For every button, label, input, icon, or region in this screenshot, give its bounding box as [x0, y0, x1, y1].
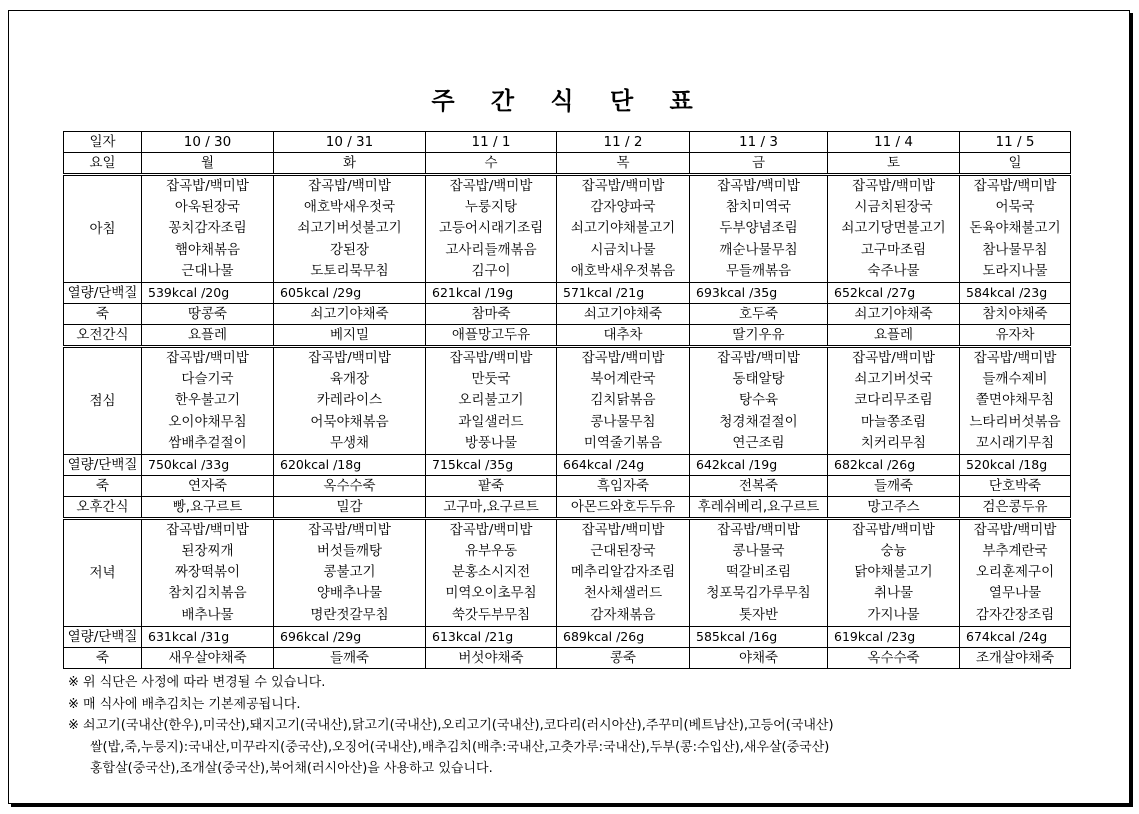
porridge-cell: 연자죽 — [142, 475, 274, 496]
dinner-item: 쑥갓두부무침 — [451, 606, 531, 623]
lunch-cell — [960, 346, 1071, 454]
breakfast-item: 도토리묵무침 — [310, 262, 389, 279]
porridge-cell: 단호박죽 — [960, 475, 1071, 496]
breakfast-cell — [426, 175, 557, 283]
dinner-porridge-row — [64, 647, 1071, 668]
nutrition-cell: 696kcal /29g — [274, 626, 426, 647]
lunch-item: 오이야채무침 — [168, 413, 247, 430]
breakfast-item: 잡곡밥/백미밥 — [973, 178, 1057, 194]
dinner-item: 톳자반 — [738, 606, 779, 623]
porridge-cell: 들깨죽 — [274, 647, 426, 668]
breakfast-row — [64, 175, 1071, 283]
lunch-item: 잡곡밥/백미밥 — [449, 349, 533, 366]
date-cell: 10 / 31 — [274, 132, 426, 153]
weekday-cell: 일 — [960, 153, 1071, 175]
snack-cell: 밀감 — [274, 496, 426, 518]
snack-cell: 요플레 — [828, 324, 960, 346]
weekday-cell: 월 — [142, 153, 274, 175]
breakfast-item: 깨순나물무침 — [719, 241, 798, 258]
breakfast-item: 쇠고기야채불고기 — [570, 220, 676, 237]
lunch-item: 오리불고기 — [458, 392, 524, 409]
breakfast-cell — [960, 175, 1071, 283]
breakfast-item: 참나물무침 — [982, 241, 1048, 258]
nutrition-cell: 652kcal /27g — [828, 282, 960, 303]
porridge-cell: 야채죽 — [690, 647, 828, 668]
weekday-row — [64, 153, 1071, 175]
dinner-item: 잡곡밥/백미밥 — [308, 521, 391, 538]
nutrition-cell: 520kcal /18g — [960, 454, 1071, 475]
lunch-item: 청경채겉절이 — [719, 413, 798, 430]
dinner-item: 부추계란국 — [982, 543, 1048, 560]
dinner-item: 취나물 — [873, 585, 914, 602]
lunch-item: 연근조림 — [732, 434, 785, 451]
note-origin-3: 홍합살(중국산),조개살(중국산),북어채(러시아산)을 사용하고 있습니다. — [90, 761, 493, 776]
porridge-cell: 버섯야채죽 — [426, 647, 557, 668]
note-kimchi: ※ 매 식사에 배추김치는 기본제공됩니다. — [68, 696, 301, 712]
snack-cell: 빵,요구르트 — [142, 496, 274, 518]
snack-cell: 대추차 — [557, 324, 690, 346]
page-title: 주 간 식 단 표 — [431, 87, 707, 115]
breakfast-cell — [142, 175, 274, 283]
lunch-item: 잡곡밥/백미밥 — [581, 349, 665, 366]
lunch-item: 잡곡밥/백미밥 — [973, 349, 1057, 366]
weekday-cell: 수 — [426, 153, 557, 175]
lunch-item: 꼬시래기무침 — [975, 434, 1055, 451]
weekday-cell: 목 — [557, 153, 690, 175]
porridge-cell: 조개살야채죽 — [960, 647, 1071, 668]
breakfast-item: 시금치된장국 — [854, 199, 933, 216]
porridge-cell: 참마죽 — [426, 303, 557, 324]
lunch-item: 만둣국 — [471, 371, 511, 388]
breakfast-item: 무들깨볶음 — [725, 262, 792, 279]
breakfast-item: 쇠고기버섯불고기 — [297, 220, 402, 237]
dinner-item: 분홍소시지전 — [451, 564, 531, 581]
lunch-item: 코다리무조림 — [854, 392, 933, 409]
lunch-item: 한우불고기 — [174, 392, 241, 409]
pm-snack-label: 오후간식 — [64, 496, 142, 518]
notes — [68, 672, 834, 780]
weekday-cell: 금 — [690, 153, 828, 175]
breakfast-item: 잡곡밥/백미밥 — [717, 178, 800, 194]
dinner-item: 콩불고기 — [323, 564, 376, 581]
lunch-item: 쫄면야채무침 — [975, 392, 1055, 409]
porridge-cell: 호두죽 — [690, 303, 828, 324]
date-cell: 11 / 4 — [828, 132, 960, 153]
porridge-cell: 흑임자죽 — [557, 475, 690, 496]
dinner-item: 배추나물 — [181, 606, 234, 623]
nutrition-cell: 613kcal /21g — [426, 626, 557, 647]
dinner-item: 잡곡밥/백미밥 — [449, 521, 533, 538]
dinner-item: 오리훈제구이 — [975, 564, 1055, 581]
porridge-cell: 쇠고기야채죽 — [274, 303, 426, 324]
am-snack-label: 오전간식 — [64, 324, 142, 346]
snack-cell: 망고주스 — [828, 496, 960, 518]
dinner-item: 유부우동 — [464, 543, 518, 560]
pm-snack-row — [64, 496, 1071, 518]
breakfast-label: 아침 — [64, 175, 142, 283]
dinner-item: 잡곡밥/백미밥 — [581, 521, 665, 538]
lunch-nutrition-label: 열량/단백질 — [64, 454, 142, 475]
dinner-item: 잡곡밥/백미밥 — [852, 521, 935, 538]
lunch-item: 다슬기국 — [181, 371, 234, 388]
breakfast-item: 잡곡밥/백미밥 — [581, 178, 665, 194]
lunch-cell — [426, 346, 557, 454]
lunch-item: 들깨수제비 — [982, 371, 1048, 388]
dinner-item: 가지나물 — [867, 606, 920, 623]
lunch-item: 쌈배추겉절이 — [168, 434, 247, 451]
breakfast-item: 참치미역국 — [725, 199, 792, 216]
dinner-item: 천사채샐러드 — [583, 585, 663, 602]
breakfast-item: 애호박새우젓볶음 — [570, 262, 676, 279]
nutrition-cell: 664kcal /24g — [557, 454, 690, 475]
breakfast-cell — [557, 175, 690, 283]
dinner-item: 콩나물국 — [732, 543, 785, 560]
dinner-cell — [274, 518, 426, 626]
breakfast-nutrition-row — [64, 282, 1071, 303]
breakfast-porridge-label: 죽 — [64, 303, 142, 324]
snack-cell: 베지밀 — [274, 324, 426, 346]
lunch-cell — [142, 346, 274, 454]
breakfast-item: 김구이 — [471, 262, 511, 279]
lunch-item: 콩나물무침 — [590, 413, 656, 430]
breakfast-item: 햄야채볶음 — [174, 241, 241, 258]
snack-cell: 유자차 — [960, 324, 1071, 346]
porridge-cell: 참치야채죽 — [960, 303, 1071, 324]
note-origin-1: ※ 쇠고기(국내산(한우),미국산),돼지고기(국내산),닭고기(국내산),오리고기(국내산),코다리(러시아산),주꾸미(베트남산),고등어(국내산) — [68, 718, 834, 733]
nutrition-cell: 620kcal /18g — [274, 454, 426, 475]
weekday-cell: 화 — [274, 153, 426, 175]
dinner-item: 잡곡밥/백미밥 — [717, 521, 800, 538]
date-cell: 11 / 3 — [690, 132, 828, 153]
snack-cell: 후레쉬베리,요구르트 — [690, 496, 828, 518]
breakfast-item: 누룽지탕 — [464, 199, 518, 216]
lunch-item: 느타리버섯볶음 — [969, 413, 1061, 430]
lunch-item: 김치닭볶음 — [590, 392, 656, 409]
porridge-cell: 쇠고기야채죽 — [828, 303, 960, 324]
lunch-item: 카레라이스 — [316, 392, 383, 409]
breakfast-cell — [828, 175, 960, 283]
lunch-cell — [557, 346, 690, 454]
dinner-item: 닭야채불고기 — [854, 564, 933, 581]
snack-cell: 딸기우유 — [690, 324, 828, 346]
nutrition-cell: 571kcal /21g — [557, 282, 690, 303]
porridge-cell: 옥수수죽 — [828, 647, 960, 668]
lunch-label: 점심 — [64, 346, 142, 454]
lunch-item: 잡곡밥/백미밥 — [166, 349, 249, 366]
dinner-porridge-label: 죽 — [64, 647, 142, 668]
breakfast-item: 숙주나물 — [867, 262, 920, 279]
breakfast-item: 아욱된장국 — [174, 199, 241, 216]
snack-cell: 아몬드와호두두유 — [557, 496, 690, 518]
dinner-cell — [142, 518, 274, 626]
lunch-porridge-label: 죽 — [64, 475, 142, 496]
lunch-nutrition-row — [64, 454, 1071, 475]
nutrition-cell: 605kcal /29g — [274, 282, 426, 303]
nutrition-cell: 682kcal /26g — [828, 454, 960, 475]
lunch-item: 잡곡밥/백미밥 — [717, 349, 800, 366]
lunch-item: 치커리무침 — [860, 434, 927, 451]
snack-cell: 고구마,요구르트 — [426, 496, 557, 518]
breakfast-item: 잡곡밥/백미밥 — [166, 178, 249, 194]
snack-cell: 검은콩두유 — [960, 496, 1071, 518]
snack-cell: 요플레 — [142, 324, 274, 346]
note-change: ※ 위 식단은 사정에 따라 변경될 수 있습니다. — [68, 675, 326, 690]
dinner-item: 청포묵김가루무침 — [706, 585, 811, 602]
date-row — [64, 132, 1071, 153]
snack-cell: 애플망고두유 — [426, 324, 557, 346]
nutrition-cell: 693kcal /35g — [690, 282, 828, 303]
lunch-item: 잡곡밥/백미밥 — [308, 349, 391, 366]
porridge-cell: 쇠고기야채죽 — [557, 303, 690, 324]
lunch-item: 탕수육 — [738, 392, 779, 409]
nutrition-cell: 689kcal /26g — [557, 626, 690, 647]
nutrition-cell: 715kcal /35g — [426, 454, 557, 475]
nutrition-cell: 674kcal /24g — [960, 626, 1071, 647]
dinner-item: 양배추나물 — [316, 585, 383, 602]
dinner-item: 감자간장조림 — [975, 606, 1055, 623]
breakfast-item: 고등어시래기조림 — [438, 220, 544, 237]
dinner-item: 버섯들깨탕 — [316, 543, 383, 560]
nutrition-cell: 585kcal /16g — [690, 626, 828, 647]
lunch-row — [64, 346, 1071, 454]
porridge-cell: 팥죽 — [426, 475, 557, 496]
nutrition-cell: 619kcal /23g — [828, 626, 960, 647]
breakfast-item: 잡곡밥/백미밥 — [449, 178, 533, 194]
dinner-item: 미역오이초무침 — [445, 585, 537, 602]
weekday-label: 요일 — [64, 153, 142, 175]
lunch-item: 쇠고기버섯국 — [854, 371, 933, 388]
breakfast-item: 잡곡밥/백미밥 — [308, 178, 391, 194]
lunch-item: 무생채 — [329, 434, 370, 451]
breakfast-item: 쇠고기당면불고기 — [841, 220, 946, 237]
weekday-cell: 토 — [828, 153, 960, 175]
dinner-item: 근대된장국 — [590, 543, 656, 560]
dinner-item: 숭늉 — [880, 543, 907, 560]
porridge-cell: 콩죽 — [557, 647, 690, 668]
porridge-cell: 들깨죽 — [828, 475, 960, 496]
dinner-item: 잡곡밥/백미밥 — [973, 521, 1057, 538]
dinner-item: 잡곡밥/백미밥 — [166, 521, 249, 538]
breakfast-cell — [274, 175, 426, 283]
breakfast-porridge-row — [64, 303, 1071, 324]
dinner-item: 떡갈비조림 — [725, 564, 792, 581]
breakfast-item: 두부양념조림 — [719, 220, 798, 237]
breakfast-item: 근대나물 — [181, 262, 234, 279]
lunch-item: 잡곡밥/백미밥 — [852, 349, 935, 366]
lunch-porridge-row — [64, 475, 1071, 496]
dinner-cell — [557, 518, 690, 626]
nutrition-cell: 642kcal /19g — [690, 454, 828, 475]
am-snack-row — [64, 324, 1071, 346]
date-label: 일자 — [64, 132, 142, 153]
dinner-cell — [828, 518, 960, 626]
porridge-cell: 옥수수죽 — [274, 475, 426, 496]
dinner-row — [64, 518, 1071, 626]
dinner-nutrition-label: 열량/단백질 — [64, 626, 142, 647]
weekly-menu-table — [63, 131, 1071, 669]
date-cell: 10 / 30 — [142, 132, 274, 153]
date-cell: 11 / 5 — [960, 132, 1071, 153]
breakfast-cell — [690, 175, 828, 283]
lunch-item: 과일샐러드 — [458, 413, 524, 430]
note-origin-2: 쌀(밥,죽,누룽지):국내산,미꾸라지(중국산),오징어(국내산),배추김치(배추:국내산,고춧가루:국내산),두부(콩:수입산),새우살(중국산) — [90, 739, 830, 755]
lunch-item: 마늘쫑조림 — [860, 413, 927, 430]
lunch-cell — [828, 346, 960, 454]
porridge-cell: 새우살야채죽 — [142, 647, 274, 668]
date-cell: 11 / 2 — [557, 132, 690, 153]
dinner-item: 메추리알감자조림 — [570, 564, 676, 581]
breakfast-item: 어묵국 — [995, 199, 1035, 216]
dinner-nutrition-row — [64, 626, 1071, 647]
breakfast-item: 시금치나물 — [590, 241, 656, 258]
dinner-item: 참치김치볶음 — [168, 585, 247, 602]
nutrition-cell: 631kcal /31g — [142, 626, 274, 647]
nutrition-cell: 539kcal /20g — [142, 282, 274, 303]
dinner-item: 명란젓갈무침 — [310, 606, 389, 623]
breakfast-nutrition-label: 열량/단백질 — [64, 282, 142, 303]
lunch-item: 어묵야채볶음 — [310, 413, 389, 430]
nutrition-cell: 621kcal /19g — [426, 282, 557, 303]
breakfast-item: 꽁치감자조림 — [168, 220, 247, 237]
dinner-cell — [426, 518, 557, 626]
breakfast-item: 돈육야채불고기 — [969, 220, 1061, 237]
lunch-cell — [690, 346, 828, 454]
breakfast-item: 고사리들깨볶음 — [445, 241, 537, 258]
lunch-item: 동태알탕 — [732, 371, 785, 388]
nutrition-cell: 750kcal /33g — [142, 454, 274, 475]
porridge-cell: 전복죽 — [690, 475, 828, 496]
breakfast-item: 고구마조림 — [860, 241, 927, 258]
dinner-cell — [690, 518, 828, 626]
breakfast-item: 감자양파국 — [590, 199, 656, 216]
lunch-item: 미역줄기볶음 — [583, 434, 663, 451]
porridge-cell: 땅콩죽 — [142, 303, 274, 324]
lunch-item: 방풍나물 — [464, 434, 518, 451]
dinner-item: 짜장떡볶이 — [174, 564, 241, 581]
lunch-item: 육개장 — [329, 371, 370, 388]
lunch-item: 북어계란국 — [590, 371, 656, 388]
breakfast-item: 강된장 — [329, 241, 370, 258]
dinner-item: 열무나물 — [988, 585, 1042, 602]
breakfast-item: 애호박새우젓국 — [303, 199, 396, 216]
lunch-cell — [274, 346, 426, 454]
dinner-item: 감자채볶음 — [590, 606, 656, 623]
breakfast-item: 잡곡밥/백미밥 — [852, 178, 935, 194]
nutrition-cell: 584kcal /23g — [960, 282, 1071, 303]
breakfast-item: 도라지나물 — [982, 262, 1048, 279]
date-cell: 11 / 1 — [426, 132, 557, 153]
dinner-cell — [960, 518, 1071, 626]
dinner-item: 된장찌개 — [181, 543, 234, 560]
dinner-label: 저녁 — [64, 518, 142, 626]
